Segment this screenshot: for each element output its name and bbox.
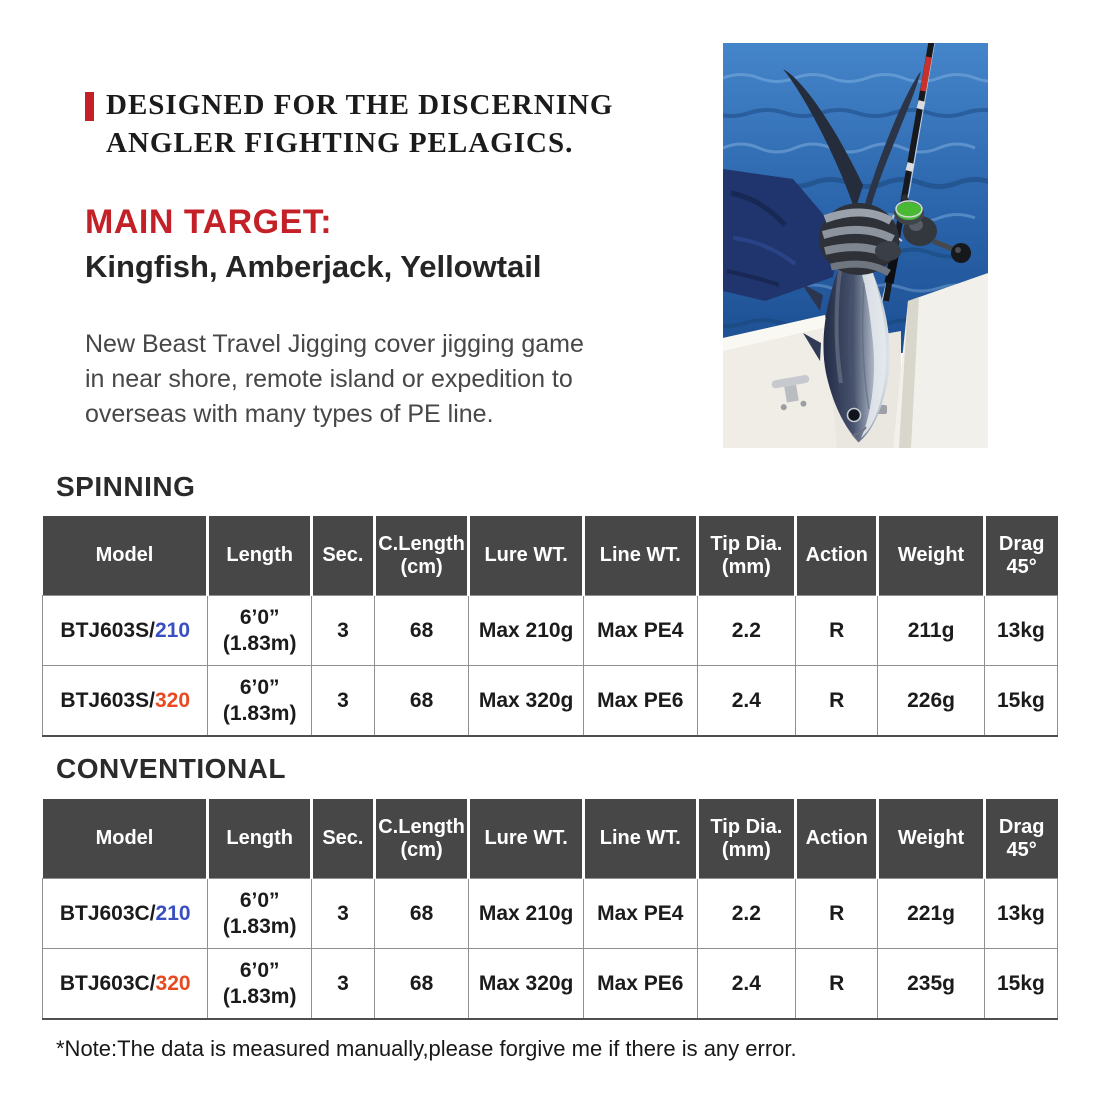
red-accent-bar: [85, 92, 94, 121]
drag-cell: 13kg: [984, 596, 1057, 666]
line-weight-cell: Max PE4: [583, 596, 697, 666]
action-cell: R: [796, 596, 878, 666]
lure-weight-cell: Max 320g: [469, 666, 584, 737]
conventional-spec-table: [42, 799, 1058, 1020]
col-model: Model: [43, 799, 208, 879]
length-cell: 6’0” (1.83m): [208, 879, 312, 949]
drag-cell: 13kg: [984, 879, 1057, 949]
col-drag: Drag 45°: [984, 516, 1057, 596]
col-sections: Sec.: [311, 799, 374, 879]
spinning-table-header: [43, 516, 1058, 596]
col-weight: Weight: [878, 516, 985, 596]
closed-length-cell: 68: [374, 666, 468, 737]
line-weight-cell: Max PE6: [583, 666, 697, 737]
description-line: overseas with many types of PE line.: [85, 400, 494, 428]
table-row: [43, 596, 1058, 666]
model-cell: BTJ603S/210: [43, 596, 208, 666]
lure-weight-cell: Max 320g: [469, 949, 584, 1020]
col-drag: Drag 45°: [984, 799, 1057, 879]
weight-cell: 211g: [878, 596, 985, 666]
sections-cell: 3: [311, 596, 374, 666]
col-lure-weight: Lure WT.: [469, 516, 584, 596]
conventional-table-header: [43, 799, 1058, 879]
col-lure-weight: Lure WT.: [469, 799, 584, 879]
model-cell: BTJ603C/320: [43, 949, 208, 1020]
closed-length-cell: 68: [374, 949, 468, 1020]
action-cell: R: [796, 879, 878, 949]
col-weight: Weight: [878, 799, 985, 879]
measurement-note: *Note:The data is measured manually,please forgive me if there is any error.: [56, 1036, 797, 1061]
conventional-section-title: CONVENTIONAL: [56, 753, 286, 784]
main-target-label: MAIN TARGET:: [85, 203, 333, 241]
col-sections: Sec.: [311, 516, 374, 596]
table-row: [43, 879, 1058, 949]
col-action: Action: [796, 799, 878, 879]
lure-weight-cell: Max 210g: [469, 596, 584, 666]
col-line-weight: Line WT.: [583, 516, 697, 596]
line-weight-cell: Max PE4: [583, 879, 697, 949]
weight-cell: 235g: [878, 949, 985, 1020]
table-row: [43, 666, 1058, 737]
spinning-section-title: SPINNING: [56, 471, 196, 502]
tip-diameter-cell: 2.4: [697, 666, 795, 737]
headline-line1: DESIGNED FOR THE DISCERNING: [106, 89, 614, 121]
table-row: [43, 949, 1058, 1020]
col-closed-length: C.Length (cm): [374, 799, 468, 879]
col-closed-length: C.Length (cm): [374, 516, 468, 596]
col-action: Action: [796, 516, 878, 596]
weight-cell: 226g: [878, 666, 985, 737]
angler-tuna-illustration: [723, 43, 988, 448]
col-length: Length: [208, 516, 312, 596]
description-line: New Beast Travel Jigging cover jigging game: [85, 330, 584, 358]
sections-cell: 3: [311, 666, 374, 737]
drag-cell: 15kg: [984, 949, 1057, 1020]
spinning-spec-table: [42, 516, 1058, 737]
action-cell: R: [796, 949, 878, 1020]
sections-cell: 3: [311, 949, 374, 1020]
tip-diameter-cell: 2.2: [697, 596, 795, 666]
description-line: in near shore, remote island or expedition to: [85, 365, 573, 393]
model-cell: BTJ603C/210: [43, 879, 208, 949]
col-model: Model: [43, 516, 208, 596]
col-tip-diameter: Tip Dia. (mm): [697, 799, 795, 879]
closed-length-cell: 68: [374, 596, 468, 666]
product-description: [85, 327, 665, 432]
closed-length-cell: 68: [374, 879, 468, 949]
action-cell: R: [796, 666, 878, 737]
col-line-weight: Line WT.: [583, 799, 697, 879]
sections-cell: 3: [311, 879, 374, 949]
col-tip-diameter: Tip Dia. (mm): [697, 516, 795, 596]
length-cell: 6’0” (1.83m): [208, 666, 312, 737]
weight-cell: 221g: [878, 879, 985, 949]
product-photo: [723, 43, 988, 448]
length-cell: 6’0” (1.83m): [208, 596, 312, 666]
headline: [106, 86, 706, 162]
col-length: Length: [208, 799, 312, 879]
headline-line2: ANGLER FIGHTING PELAGICS.: [106, 127, 574, 159]
tip-diameter-cell: 2.4: [697, 949, 795, 1020]
tip-diameter-cell: 2.2: [697, 879, 795, 949]
length-cell: 6’0” (1.83m): [208, 949, 312, 1020]
line-weight-cell: Max PE6: [583, 949, 697, 1020]
model-cell: BTJ603S/320: [43, 666, 208, 737]
drag-cell: 15kg: [984, 666, 1057, 737]
main-target-species: Kingfish, Amberjack, Yellowtail: [85, 249, 542, 284]
lure-weight-cell: Max 210g: [469, 879, 584, 949]
